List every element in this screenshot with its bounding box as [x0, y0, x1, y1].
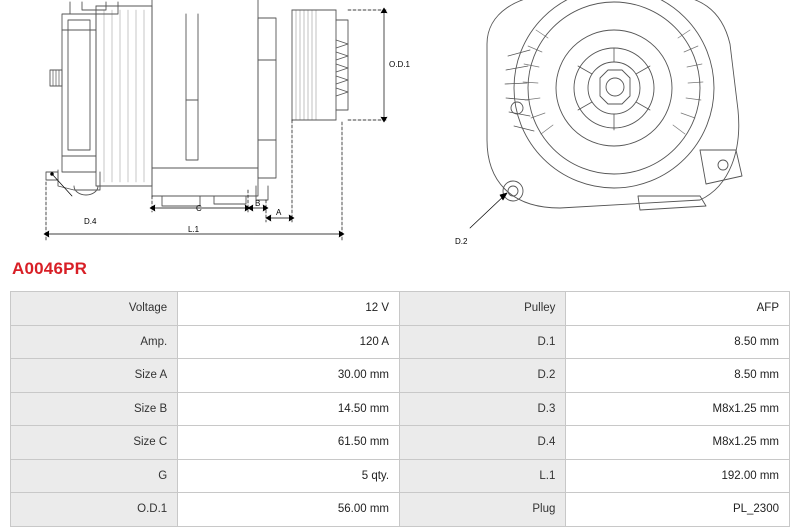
- spec-value: PL_2300: [566, 493, 790, 527]
- table-row: [11, 426, 790, 460]
- spec-value: 8.50 mm: [566, 359, 790, 393]
- spec-label: Size B: [11, 392, 178, 426]
- spec-label: D.2: [400, 359, 566, 393]
- label-d4: D.4: [84, 217, 97, 226]
- spec-table-body: [11, 292, 790, 527]
- label-od1: O.D.1: [389, 60, 410, 69]
- spec-value: AFP: [566, 292, 790, 326]
- spec-label: D.1: [400, 325, 566, 359]
- spec-label: Amp.: [11, 325, 178, 359]
- spec-value: 14.50 mm: [178, 392, 400, 426]
- table-row: [11, 459, 790, 493]
- spec-label: Voltage: [11, 292, 178, 326]
- label-c: C: [196, 204, 202, 213]
- label-a: A: [276, 208, 282, 217]
- table-row: [11, 359, 790, 393]
- table-row: [11, 325, 790, 359]
- label-d2: D.2: [455, 237, 468, 246]
- spec-label: L.1: [400, 459, 566, 493]
- spec-value: 5 qty.: [178, 459, 400, 493]
- table-row: [11, 493, 790, 527]
- spec-value: 12 V: [178, 292, 400, 326]
- part-number: A0046PR: [12, 259, 88, 278]
- spec-label: G: [11, 459, 178, 493]
- technical-drawing: [0, 0, 800, 256]
- specification-table: [10, 291, 790, 527]
- spec-label: O.D.1: [11, 493, 178, 527]
- alternator-front-view: [487, 0, 742, 210]
- spec-value: 56.00 mm: [178, 493, 400, 527]
- spec-value: 8.50 mm: [566, 325, 790, 359]
- alternator-side-view: [46, 0, 276, 206]
- spec-value: M8x1.25 mm: [566, 392, 790, 426]
- table-row: [11, 392, 790, 426]
- spec-value: 30.00 mm: [178, 359, 400, 393]
- spec-label: Size A: [11, 359, 178, 393]
- spec-label: D.3: [400, 392, 566, 426]
- spec-value: 61.50 mm: [178, 426, 400, 460]
- label-l1: L.1: [188, 225, 200, 234]
- spec-value: 192.00 mm: [566, 459, 790, 493]
- pulley-profile: [292, 10, 348, 120]
- spec-label: Plug: [400, 493, 566, 527]
- spec-value: M8x1.25 mm: [566, 426, 790, 460]
- spec-label: D.4: [400, 426, 566, 460]
- label-b: B: [255, 199, 261, 208]
- spec-label: Pulley: [400, 292, 566, 326]
- table-row: [11, 292, 790, 326]
- spec-value: 120 A: [178, 325, 400, 359]
- spec-label: Size C: [11, 426, 178, 460]
